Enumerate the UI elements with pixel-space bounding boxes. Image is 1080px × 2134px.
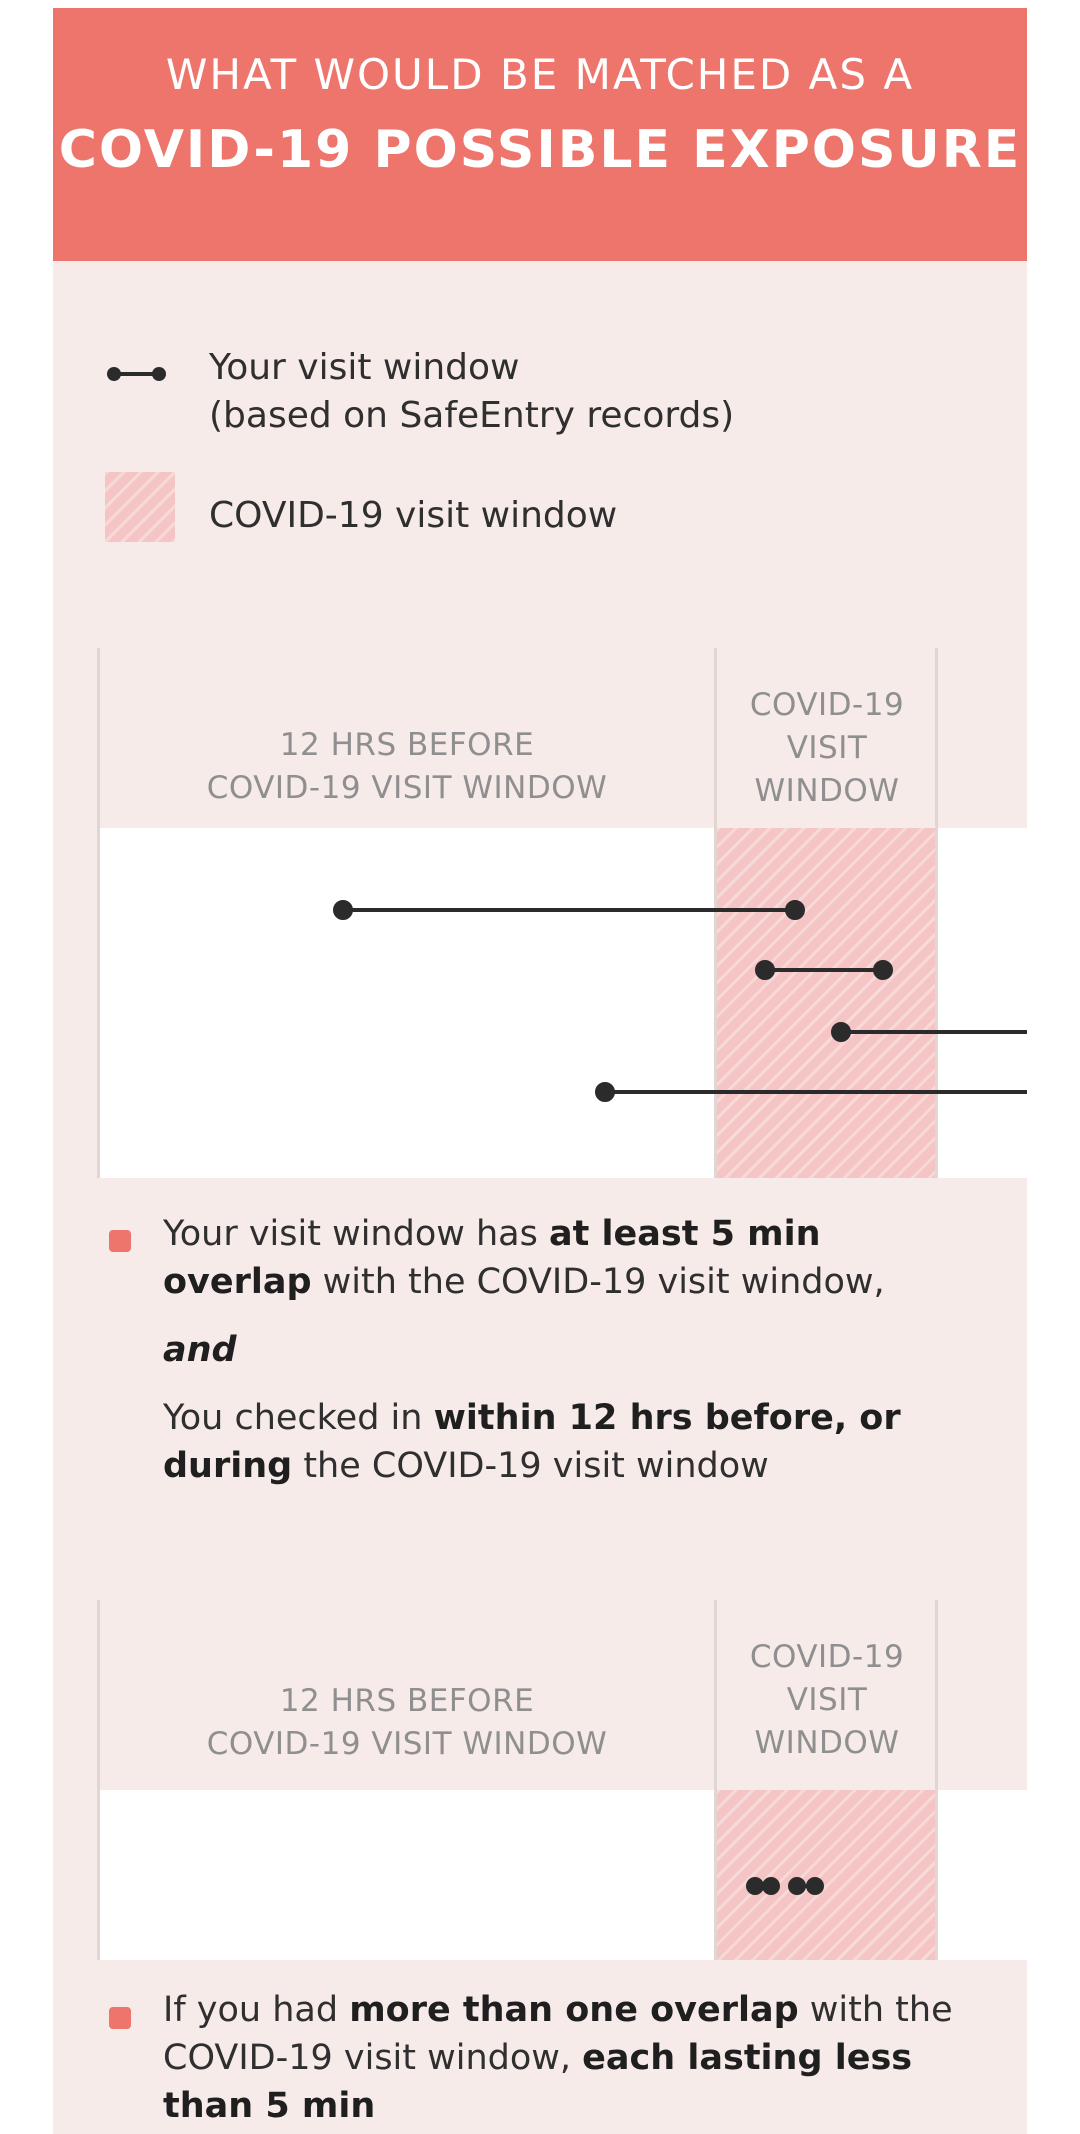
legend-visit-line-icon (107, 364, 167, 384)
infographic-card (53, 8, 1027, 2134)
visit-line-4 (597, 1084, 1027, 1100)
c1-and: and (163, 1330, 237, 1370)
criterion-1-line-2 (163, 1258, 1013, 1306)
legend-visit-subtitle: (based on SafeEntry records) (209, 395, 735, 436)
visit-line-3 (833, 1024, 1027, 1040)
criterion-1-line-4 (163, 1394, 1013, 1442)
legend-visit-title: Your visit window (209, 347, 520, 388)
c1-l5b: the COVID-19 visit window (292, 1446, 769, 1486)
short-visit-line-1 (748, 1879, 778, 1893)
legend-covid-swatch-icon (105, 472, 175, 542)
criterion-1-and (163, 1326, 1013, 1374)
diagram-panel-1 (97, 648, 1027, 1178)
c1-l2b: with the COVID-19 visit window, (311, 1262, 885, 1302)
legend-visit-label (209, 344, 734, 440)
panel-1-before-header (137, 724, 677, 810)
criterion-2-text (163, 1986, 1013, 2130)
criterion-1-bullet-icon (109, 1230, 131, 1252)
c1-l2a: overlap (163, 1262, 312, 1302)
criterion-2-line-2 (163, 2034, 1013, 2082)
criterion-1-line-1 (163, 1210, 1013, 1258)
short-visit-line-2 (790, 1879, 822, 1893)
diagram-panel-2 (97, 1600, 1027, 1960)
c2-l2b: each lasting less (582, 2038, 913, 2078)
c1-l5a: during (163, 1446, 293, 1486)
c1-l1a: Your visit window has (163, 1214, 549, 1254)
c1-l4a: You checked in (163, 1398, 434, 1438)
panel-2-before-line-2: COVID-19 VISIT WINDOW (206, 1726, 608, 1762)
panel-1-covid-line-2: VISIT (786, 730, 868, 766)
panel-2-covid-header (717, 1636, 937, 1765)
panel-2-before-header (137, 1680, 677, 1766)
c2-l1c: with the (798, 1990, 953, 2030)
c1-l1b: at least 5 min (549, 1214, 821, 1254)
visit-line-1 (335, 902, 803, 918)
panel-2-before-line-1: 12 HRS BEFORE (279, 1683, 535, 1719)
header-line-1: WHAT WOULD BE MATCHED AS A (165, 50, 915, 99)
criterion-2-bullet-icon (109, 2007, 131, 2029)
panel-1-covid-line-3: WINDOW (754, 773, 900, 809)
c1-l4b: within 12 hrs before, or (433, 1398, 901, 1438)
panel-1-before-line-2: COVID-19 VISIT WINDOW (206, 770, 608, 806)
header-banner (53, 8, 1027, 261)
visit-line-2 (757, 962, 891, 978)
c2-l1a: If you had (163, 1990, 350, 2030)
panel-2-covid-line-1: COVID-19 (749, 1639, 905, 1675)
panel-2-covid-line-3: WINDOW (754, 1725, 900, 1761)
header-line-2: COVID-19 POSSIBLE EXPOSURE (58, 120, 1022, 180)
panel-1-covid-line-1: COVID-19 (749, 687, 905, 723)
panel-1-covid-header (717, 684, 937, 813)
c2-l2a: COVID-19 visit window, (163, 2038, 583, 2078)
c2-l3a: than 5 min (163, 2086, 376, 2126)
criterion-1-line-5 (163, 1442, 1013, 1490)
panel-2-covid-line-2: VISIT (786, 1682, 868, 1718)
panel-1-before-line-1: 12 HRS BEFORE (279, 727, 535, 763)
c2-l1b: more than one overlap (349, 1990, 799, 2030)
criterion-2-line-1 (163, 1986, 1013, 2034)
legend-covid-label: COVID-19 visit window (209, 495, 618, 536)
criterion-2-line-3 (163, 2082, 1013, 2130)
panel-2-visit-lines (97, 1790, 1027, 1960)
criterion-1-text (163, 1210, 1013, 1490)
panel-1-visit-lines (97, 828, 1027, 1178)
